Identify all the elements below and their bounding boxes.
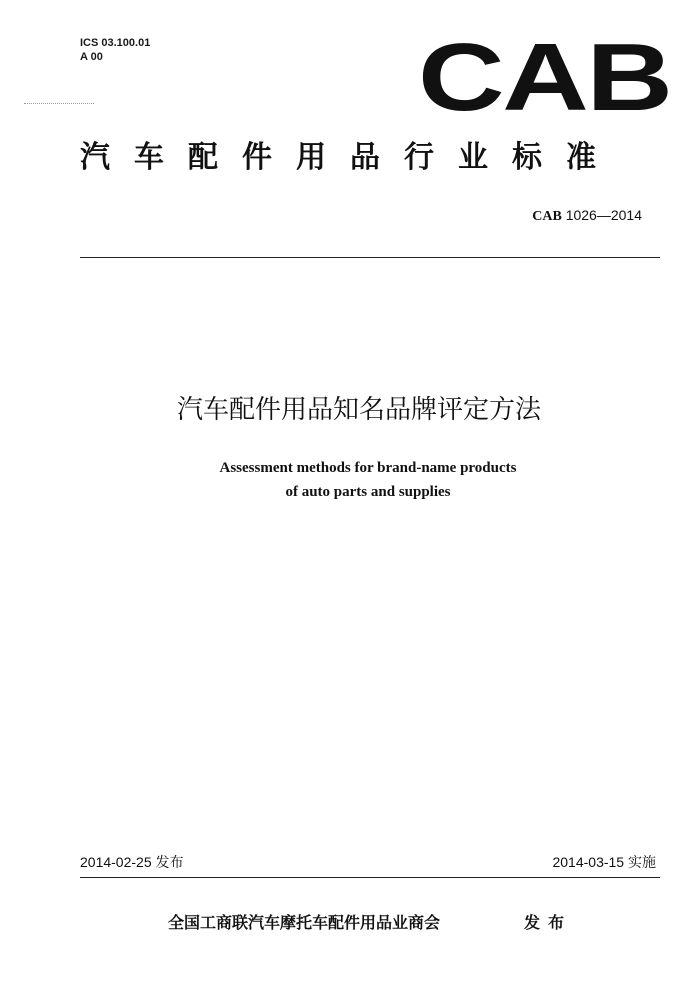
- logo-text: CAB: [418, 24, 671, 131]
- publisher-name: 全国工商联汽车摩托车配件用品业商会: [168, 913, 441, 932]
- scan-artifact-divider: [24, 103, 94, 106]
- cab-logo: [418, 24, 671, 131]
- top-rule-divider: [80, 257, 660, 258]
- document-title-chinese: 汽车配件用品知名品牌评定方法: [176, 395, 541, 425]
- english-title-line-1: Assessment methods for brand-name products: [219, 460, 517, 476]
- industry-standard-title: 汽车配件用品行业标准: [80, 140, 620, 175]
- classification-codes: [80, 36, 150, 64]
- ics-code: ICS 03.100.01: [80, 37, 151, 49]
- document-title-english: [0, 456, 700, 504]
- publish-label: 发布: [524, 913, 573, 932]
- standard-number-value: 1026—2014: [565, 207, 642, 223]
- bottom-rule-divider: [80, 877, 660, 878]
- implementation-date: 2014-03-15 实施: [552, 854, 656, 870]
- standard-number: [532, 206, 642, 226]
- issue-date: 2014-02-25 发布: [80, 854, 184, 870]
- english-title-line-2: of auto parts and supplies: [285, 484, 451, 500]
- standard-code: CAB: [532, 209, 562, 224]
- ccs-code: A 00: [80, 51, 103, 63]
